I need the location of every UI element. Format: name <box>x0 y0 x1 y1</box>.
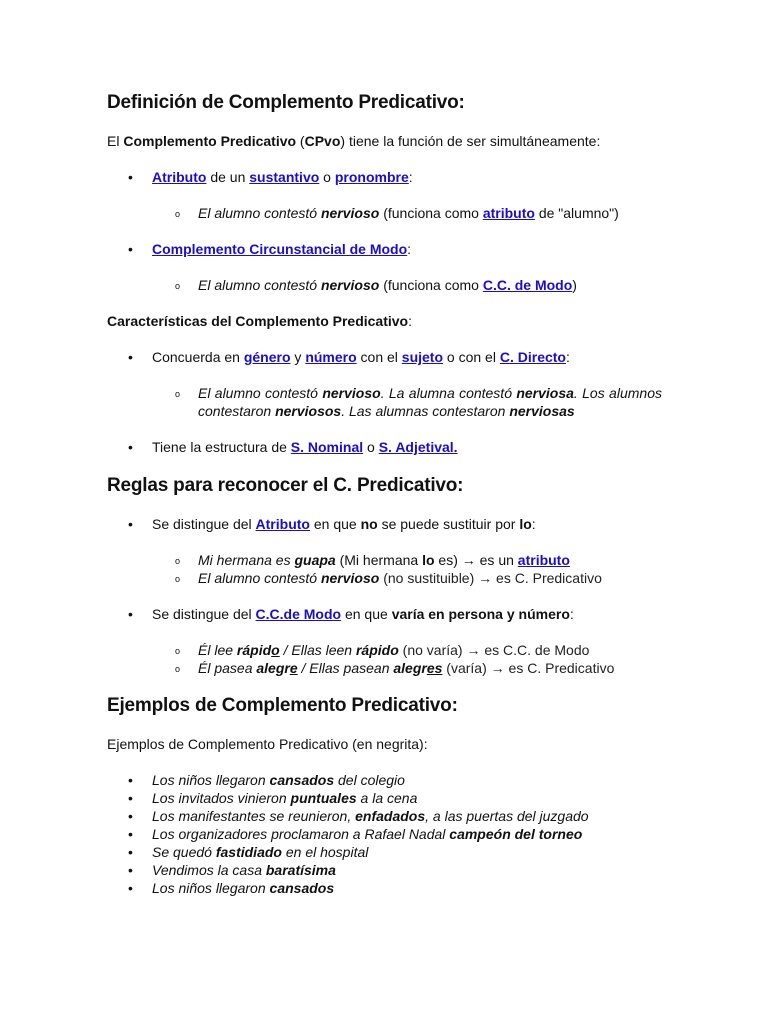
sub-item-nervioso: El alumno contestó nervioso (no sustituible) → es C. Predicativo <box>198 570 602 586</box>
bullet-icon: • <box>128 169 133 185</box>
intro-paragraph: El Complemento Predicativo (CPvo) tiene la función de ser simultáneamente: <box>107 133 601 149</box>
heading-ejemplos: Ejemplos de Complemento Predicativo: <box>107 695 458 716</box>
sub-bullet-icon: o <box>175 281 181 291</box>
link-sujeto[interactable]: sujeto <box>401 349 444 365</box>
list-item: Se quedó fastidiado en el hospital <box>152 844 369 860</box>
sub-item-atributo-ejemplo: El alumno contestó nervioso (funciona como atributo de "alumno") <box>198 205 619 221</box>
bullet-icon: • <box>128 516 133 532</box>
bullet-icon: • <box>128 880 133 896</box>
link-s-nominal[interactable]: S. Nominal <box>290 439 364 455</box>
list-item-concuerda: Concuerda en género y número con el sujeto o con el C. Directo: <box>152 349 570 365</box>
list-item-ccm: Complemento Circunstancial de Modo: <box>152 241 412 257</box>
bullet-icon: • <box>128 241 133 257</box>
bullet-icon: • <box>128 862 133 878</box>
list-item: Los manifestantes se reunieron, enfadados, a las puertas del juzgado <box>152 808 589 824</box>
link-atributo-2[interactable]: atributo <box>482 205 535 221</box>
caracteristicas-heading: Características del Complemento Predicativo: <box>107 313 412 329</box>
bullet-icon: • <box>128 349 133 365</box>
heading-reglas: Reglas para reconocer el C. Predicativo: <box>107 475 464 496</box>
link-atributo[interactable]: Atributo <box>152 169 207 185</box>
bullet-icon: • <box>128 808 133 824</box>
link-cc-de-modo-2[interactable]: C.C.de Modo <box>255 606 342 622</box>
sub-bullet-icon: o <box>175 574 181 584</box>
bullet-icon: • <box>128 772 133 788</box>
link-pronombre[interactable]: pronombre <box>334 169 409 185</box>
bullet-icon: • <box>128 826 133 842</box>
sub-item-ccm-ejemplo: El alumno contestó nervioso (funciona como C.C. de Modo) <box>198 277 577 293</box>
list-item: Los invitados vinieron puntuales a la cena <box>152 790 418 806</box>
heading-definicion: Definición de Complemento Predicativo: <box>107 92 465 113</box>
bullet-icon: • <box>128 439 133 455</box>
link-ccm[interactable]: Complemento Circunstancial de Modo <box>152 241 408 257</box>
list-item-atributo: Atributo de un sustantivo o pronombre: <box>152 169 413 185</box>
sub-bullet-icon: o <box>175 646 181 656</box>
sub-item-guapa: Mi hermana es guapa (Mi hermana lo es) → es un atributo <box>198 552 570 568</box>
list-item: Vendimos la casa baratísima <box>152 862 336 878</box>
sub-bullet-icon: o <box>175 664 181 674</box>
sub-item-concuerda-ejemplo: El alumno contestó nervioso. La alumna contestó nerviosa. Los alumnos contestaron nerviosos. Las alumnas contestaron nerviosas <box>198 385 662 419</box>
link-atributo-3[interactable]: Atributo <box>255 516 310 532</box>
sub-item-rapido: Él lee rápido / Ellas leen rápido (no varía) → es C.C. de Modo <box>198 642 590 658</box>
bullet-icon: • <box>128 844 133 860</box>
link-atributo-4[interactable]: atributo <box>517 552 570 568</box>
link-genero[interactable]: género <box>243 349 291 365</box>
list-item-regla-atributo: Se distingue del Atributo en que no se puede sustituir por lo: <box>152 516 536 532</box>
sub-bullet-icon: o <box>175 556 181 566</box>
list-item-regla-ccm: Se distingue del C.C.de Modo en que varía en persona y número: <box>152 606 574 622</box>
bullet-icon: • <box>128 790 133 806</box>
bullet-icon: • <box>128 606 133 622</box>
list-item: Los niños llegaron cansados <box>152 880 335 896</box>
link-c-directo[interactable]: C. Directo <box>499 349 566 365</box>
list-item: Los organizadores proclamaron a Rafael Nadal campeón del torneo <box>152 826 583 842</box>
sub-bullet-icon: o <box>175 209 181 219</box>
sub-bullet-icon: o <box>175 389 181 399</box>
ejemplos-intro: Ejemplos de Complemento Predicativo (en negrita): <box>107 736 428 752</box>
link-s-adjetival[interactable]: S. Adjetival. <box>378 439 458 455</box>
link-numero[interactable]: número <box>305 349 357 365</box>
link-sustantivo[interactable]: sustantivo <box>249 169 320 185</box>
sub-item-alegre: Él pasea alegre / Ellas pasean alegres (varía) → es C. Predicativo <box>198 660 615 676</box>
list-item-estructura: Tiene la estructura de S. Nominal o S. Adjetival. <box>152 439 458 455</box>
list-item: Los niños llegaron cansados del colegio <box>152 772 405 788</box>
link-cc-de-modo[interactable]: C.C. de Modo <box>482 277 573 293</box>
